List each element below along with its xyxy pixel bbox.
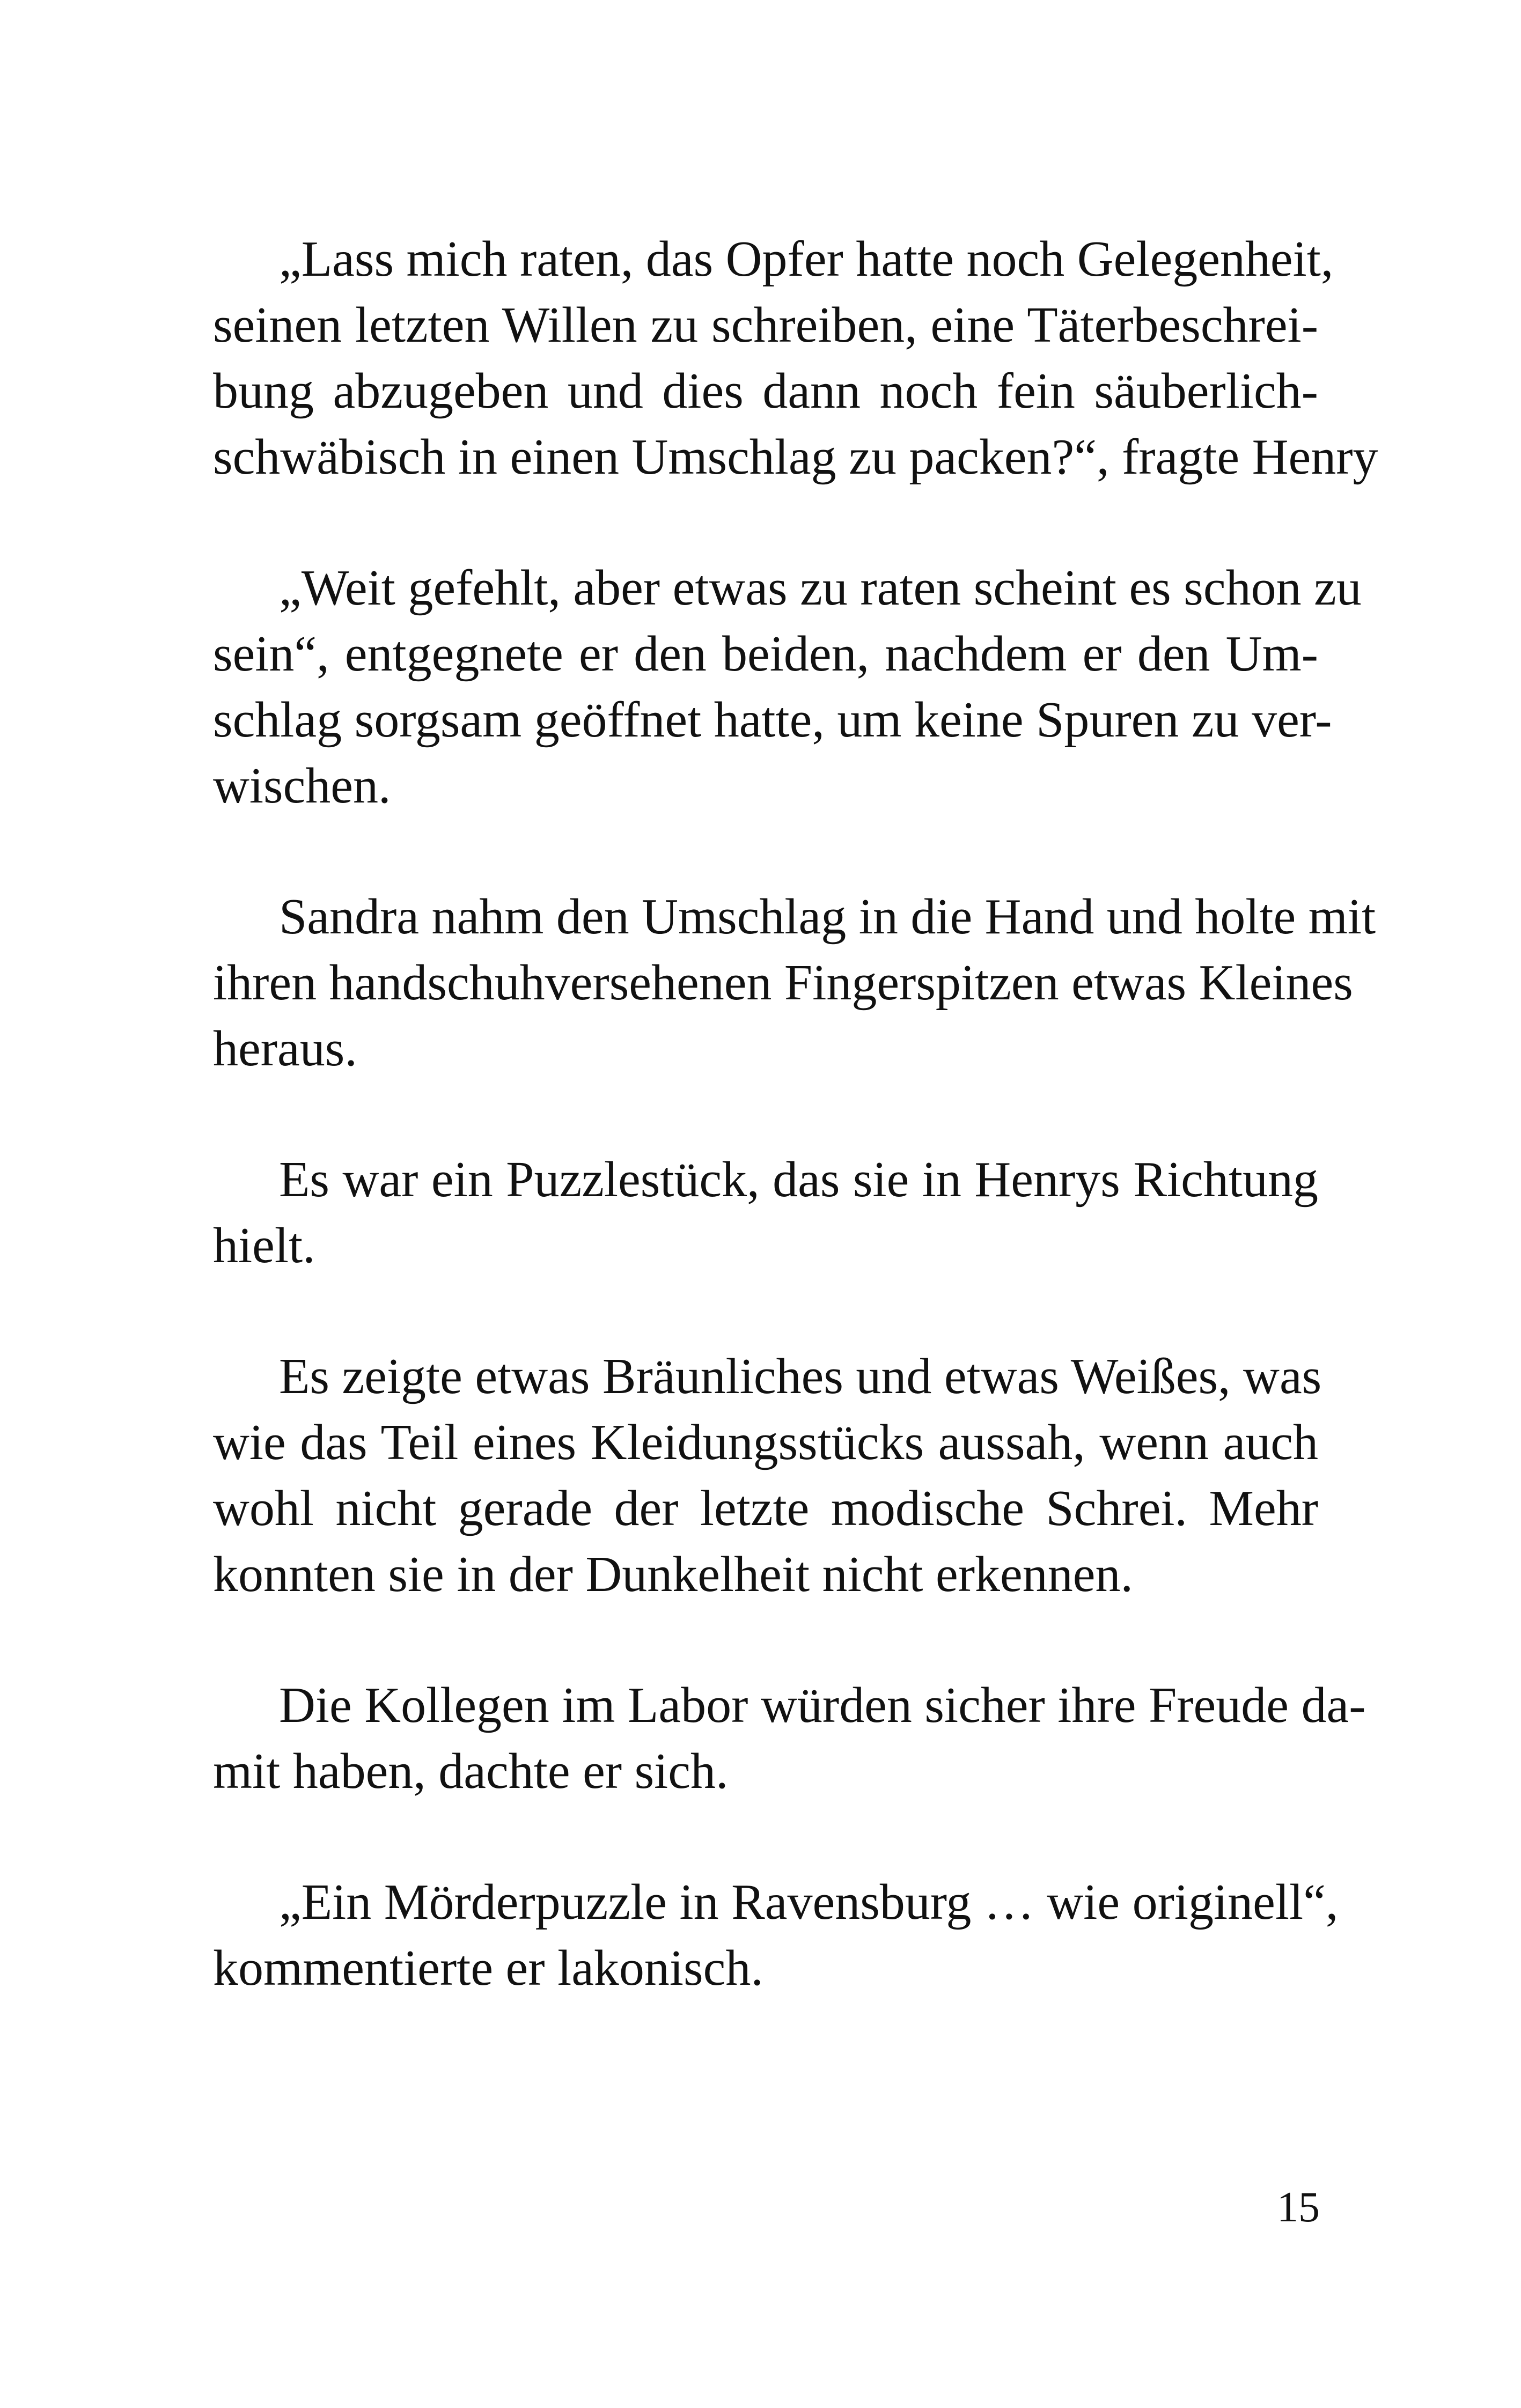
text-line: „Ein Mörderpuzzle in Ravensburg … wie originell“, xyxy=(279,1874,1339,1930)
text-line: Sandra nahm den Umschlag in die Hand und holte mit xyxy=(279,889,1376,945)
text-line: „Weit gefehlt, aber etwas zu raten scheint es schon zu xyxy=(279,560,1362,616)
paragraph xyxy=(213,226,1378,490)
text-line: schlag sorgsam geöffnet hatte, um keine Spuren zu ver- xyxy=(213,692,1332,748)
text-line: bung abzugeben und dies dann noch fein säuberlich- xyxy=(213,363,1318,419)
page-text xyxy=(213,226,1378,2066)
paragraph xyxy=(213,555,1362,819)
paragraph xyxy=(213,1869,1339,2001)
page-number: 15 xyxy=(1277,2184,1320,2231)
text-line: Es war ein Puzzlestück, das sie in Henrys Richtung xyxy=(279,1152,1318,1207)
text-line: konnten sie in der Dunkelheit nicht erkennen. xyxy=(213,1547,1133,1602)
text-line: schwäbisch in einen Umschlag zu packen?“, fragte Henry xyxy=(213,429,1378,485)
text-line: ihren handschuhversehenen Fingerspitzen etwas Kleines xyxy=(213,955,1353,1011)
paragraph xyxy=(213,1147,1318,1279)
text-line: wie das Teil eines Kleidungsstücks aussah, wenn auch xyxy=(213,1415,1318,1470)
text-line: wischen. xyxy=(213,758,391,814)
text-line: Die Kollegen im Labor würden sicher ihre Freude da- xyxy=(279,1677,1366,1733)
text-line: Es zeigte etwas Bräunliches und etwas Weißes, was xyxy=(279,1349,1322,1404)
text-line: mit haben, dachte er sich. xyxy=(213,1743,729,1799)
paragraph xyxy=(213,884,1376,1082)
text-line: seinen letzten Willen zu schreiben, eine Täterbeschrei- xyxy=(213,297,1318,353)
text-line: hielt. xyxy=(213,1218,315,1273)
paragraph xyxy=(213,1344,1322,1608)
text-line: kommentierte er lakonisch. xyxy=(213,1940,763,1996)
text-line: heraus. xyxy=(213,1021,357,1077)
paragraph xyxy=(213,1673,1366,1805)
text-line: sein“, entgegnete er den beiden, nachdem er den Um- xyxy=(213,626,1318,682)
text-line: „Lass mich raten, das Opfer hatte noch Gelegenheit, xyxy=(279,231,1334,287)
text-line: wohl nicht gerade der letzte modische Schrei. Mehr xyxy=(213,1481,1318,1536)
